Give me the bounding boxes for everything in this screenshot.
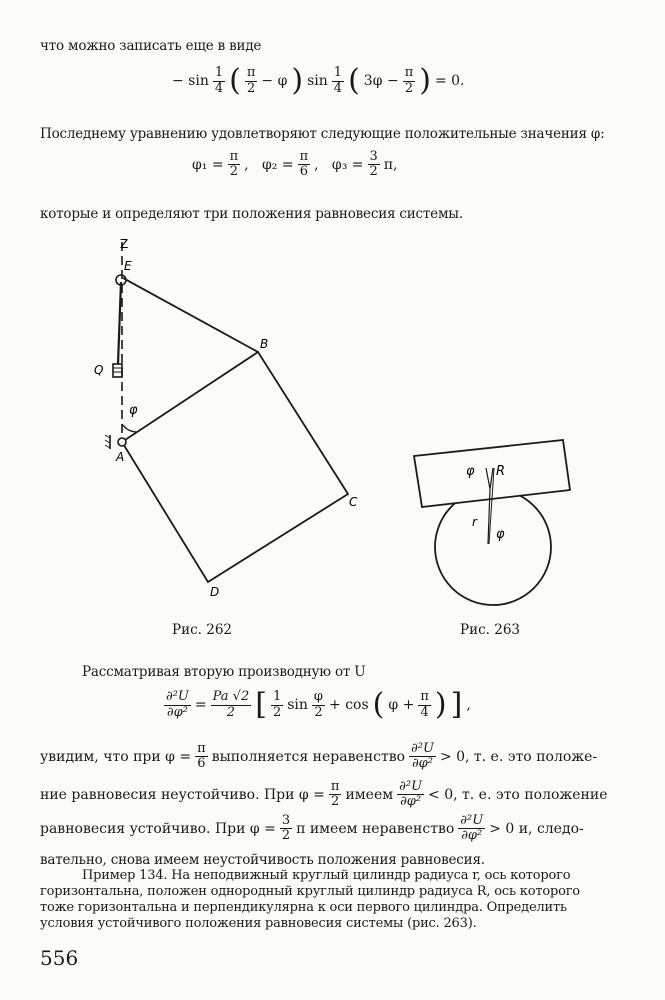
example-line-3: тоже горизонтальна и перпендикулярна к оси первого цилиндра. Определить	[40, 900, 567, 915]
eq2-frac2: $\frac{\pi}{6}$	[299, 149, 309, 180]
figure-262	[90, 232, 380, 602]
paragraph-line-3	[40, 814, 584, 844]
p1-frac-pi-6: $\frac{\pi}{6}$	[197, 741, 206, 772]
p1-text-b: выполняется неравенство	[211, 748, 406, 765]
eq1-frac-pi-2b: $\frac{\pi}{2}$	[404, 65, 414, 96]
text-line-4: Рассматривая вторую производную от U	[82, 664, 366, 680]
label-R: R	[496, 464, 506, 479]
p1-text-a: увидим, что при φ =	[40, 748, 192, 765]
eq3-half: $\frac{1}{2}$	[272, 689, 282, 720]
eq2-frac1: $\frac{\pi}{2}$	[229, 149, 239, 180]
eq1-minus-phi: − φ	[261, 73, 288, 89]
eq3-lhs: $\frac{\text{∂²U}}{\text{∂φ²}}$	[166, 689, 189, 720]
eq3-sin: sin	[287, 697, 308, 713]
eq3-phi-plus: φ +	[388, 697, 415, 713]
eq1-three-phi: 3φ −	[363, 73, 399, 89]
equation-2	[192, 150, 397, 180]
p3-frac-3-2: $\frac{3}{2}$	[281, 813, 291, 844]
equation-1: − sin $\frac{1}{4}$ ( $\frac{\pi}{2}$ − φ ) sin $\frac{1}{4}$ ( 3φ − $\frac{\pi}{2}$ ) = 0.	[172, 63, 465, 98]
label-phi-bottom: φ	[496, 527, 505, 542]
p1-text-c: > 0, т. е. это положе-	[439, 748, 598, 765]
p2-text-c: < 0, т. е. это положение	[428, 786, 608, 803]
eq3-pi-4: $\frac{\pi}{4}$	[420, 689, 429, 720]
text-line-3: которые и определяют три положения равновесия системы.	[40, 206, 463, 222]
figure-263	[408, 428, 578, 608]
eq3-coef: $\frac{Pa √2}{2}$	[212, 689, 250, 720]
caption-262: Рис. 262	[172, 622, 232, 638]
eq3-eq: =	[194, 697, 207, 713]
eq2-phi2: , φ₂ =	[244, 156, 294, 173]
label-b: B	[260, 337, 269, 351]
label-r: r	[472, 515, 477, 529]
paragraph-line-4: вательно, снова имеем неустойчивость положения равновесия.	[40, 852, 485, 868]
label-phi-top: φ	[466, 464, 475, 479]
example-line-1: Пример 134. На неподвижный круглый цилиндр радиуса r, ось которого	[82, 868, 571, 883]
eq2-phi1: φ₁ =	[192, 156, 224, 173]
eq1-frac-quarter-2: $\frac{1}{4}$	[333, 65, 343, 96]
eq2-frac3: $\frac{3}{2}$	[369, 149, 378, 180]
text-line-1: что можно записать еще в виде	[40, 38, 262, 54]
p3-text-a: равновесия устойчиво. При φ =	[40, 820, 276, 837]
label-z: Z	[120, 237, 129, 251]
p2-frac-d2u: $\frac{\text{∂²U}}{\text{∂φ²}}$	[399, 779, 423, 810]
weight-q	[113, 364, 122, 377]
p3-text-c: > 0 и, следо-	[489, 820, 584, 837]
eq1-sin: sin	[307, 73, 328, 89]
paragraph-line-2	[40, 780, 608, 810]
hinge-a	[118, 438, 126, 446]
p1-frac-d2u: $\frac{\text{∂²U}}{\text{∂φ²}}$	[411, 741, 434, 772]
label-phi: φ	[129, 403, 138, 418]
label-a: A	[116, 450, 125, 464]
square-abcd	[122, 352, 348, 582]
p2-text-a: ние равновесия неустойчиво. При φ =	[40, 786, 325, 803]
page-number: 556	[40, 946, 79, 970]
eq3-comma: ,	[466, 697, 471, 713]
label-q: Q	[94, 363, 104, 377]
rope-line	[118, 282, 121, 364]
equation-3: $\frac{\text{∂²U}}{\text{∂φ²}}$ = $\frac{Pa √2}{2}$ [ $\frac{1}{2}$ sin $\frac{\varphi}{2}$ + cos ( φ + $\frac{\pi}{4}$ ) ] ,	[166, 687, 471, 722]
p2-frac-pi-2: $\frac{\pi}{2}$	[330, 779, 340, 810]
eq1-frac-quarter: $\frac{1}{4}$	[214, 65, 224, 96]
fixed-cylinder	[435, 489, 551, 605]
label-d: D	[210, 585, 220, 599]
eq2-phi3: , φ₃ =	[314, 156, 364, 173]
segment-eb	[123, 278, 258, 352]
angle-arc	[122, 424, 137, 432]
eq1-eq-zero: = 0.	[434, 73, 465, 89]
p3-frac-d2u: $\frac{\text{∂²U}}{\text{∂φ²}}$	[460, 813, 484, 844]
p2-text-b: имеем	[345, 786, 394, 803]
label-c: C	[349, 495, 358, 509]
paragraph-line-1	[40, 742, 597, 772]
eq1-frac-pi-2: $\frac{\pi}{2}$	[246, 65, 256, 96]
caption-263: Рис. 263	[460, 622, 520, 638]
text-line-2: Последнему уравнению удовлетворяют следующие положительные значения φ:	[40, 126, 605, 142]
eq2-tail: π,	[383, 156, 398, 173]
example-line-4: условия устойчивого положения равновесия системы (рис. 263).	[40, 916, 477, 931]
eq3-plus-cos: + cos	[329, 697, 369, 713]
label-e: E	[124, 259, 132, 273]
eq3-phi-half: $\frac{\varphi}{2}$	[313, 689, 324, 720]
example-line-2: горизонтальна, положен однородный круглый цилиндр радиуса R, ось которого	[40, 884, 580, 899]
eq1-minus-sin: − sin	[172, 73, 209, 89]
p3-text-b: π имеем неравенство	[296, 820, 455, 837]
